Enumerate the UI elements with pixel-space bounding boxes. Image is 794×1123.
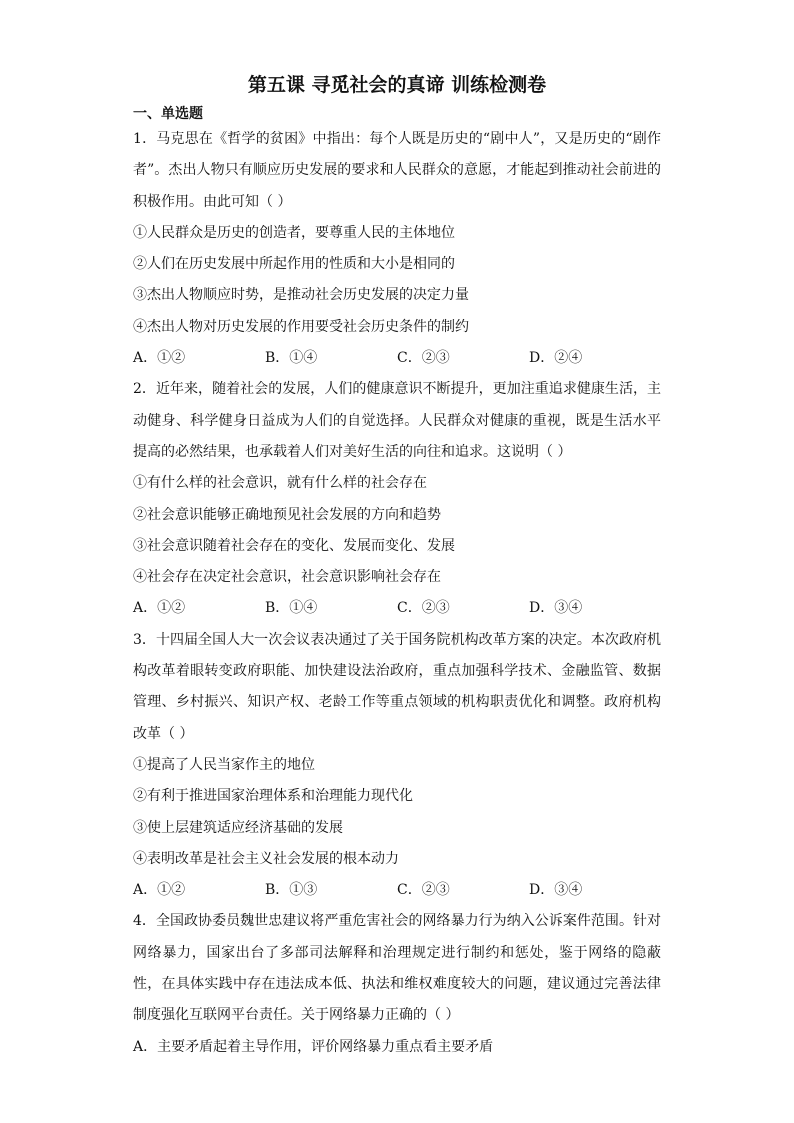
question-stem: 4．全国政协委员魏世忠建议将严重危害社会的网络暴力行为纳入公诉案件范围。针对网络暴力，国家出台了多部司法解释和治理规定进行制约和惩处，鉴于网络的隐蔽性，在具体实践中存在违法成本低、执法和维权难度较大的问题，建议通过完善法律制度强化互联网平台责任。关于网络暴力正确的（ ） <box>133 913 661 1024</box>
statement-item: ④社会存在决定社会意识，社会意识影响社会存在 <box>133 569 441 586</box>
page-title: 第五课 寻觅社会的真谛 训练检测卷 <box>247 74 547 96</box>
statement-item: ③杰出人物顺应时势，是推动社会历史发展的决定力量 <box>133 287 469 304</box>
question-stem: 3．十四届全国人大一次会议表决通过了关于国务院机构改革方案的决定。本次政府机构改革着眼转变政府职能、加快建设法治政府，重点加强科学技术、金融监管、数据管理、乡村振兴、知识产权、老龄工作等重点领域的机构职责优化和调整。政府机构改革（ ） <box>133 631 661 742</box>
question-stem: 1．马克思在《哲学的贫困》中指出：每个人既是历史的“剧中人”，又是历史的“剧作者”。杰出人物只有顺应历史发展的要求和人民群众的意愿，才能起到推动社会前进的积极作用。由此可知（ ） <box>133 131 661 210</box>
answer-option: C．②③ <box>397 882 450 899</box>
answer-options <box>133 343 661 374</box>
question-list <box>133 124 661 1063</box>
statement-item: ①人民群众是历史的创造者，要尊重人民的主体地位 <box>133 224 455 241</box>
statement-item: A．主要矛盾起着主导作用，评价网络暴力重点看主要矛盾 <box>133 1038 494 1055</box>
statement-item: ④表明改革是社会主义社会发展的根本动力 <box>133 850 399 867</box>
answer-option: B．①④ <box>265 350 318 367</box>
answer-option: D．②④ <box>529 350 583 367</box>
question-2 <box>133 374 661 624</box>
answer-option: C．②③ <box>397 600 450 617</box>
statement-item: ①提高了人民当家作主的地位 <box>133 756 315 773</box>
question-stem: 2．近年来，随着社会的发展，人们的健康意识不断提升，更加注重追求健康生活，主动健身、科学健身日益成为人们的自觉选择。人民群众对健康的重视，既是生活水平提高的必然结果，也承载着人们对美好生活的向往和追求。这说明（ ） <box>133 381 661 460</box>
answer-options <box>133 593 661 624</box>
statement-item: ①有什么样的社会意识，就有什么样的社会存在 <box>133 475 427 492</box>
answer-options <box>133 875 661 906</box>
answer-option: A．①② <box>133 350 186 367</box>
answer-option: D．③④ <box>529 600 583 617</box>
answer-option: D．③④ <box>529 882 583 899</box>
question-4 <box>133 906 661 1062</box>
question-1 <box>133 124 661 374</box>
answer-option: C．②③ <box>397 350 450 367</box>
statement-item: ②人们在历史发展中所起作用的性质和大小是相同的 <box>133 256 455 273</box>
answer-option: B．①④ <box>265 600 318 617</box>
answer-option: A．①② <box>133 600 186 617</box>
statement-item: ④杰出人物对历史发展的作用要受社会历史条件的制约 <box>133 318 469 335</box>
statement-item: ③社会意识随着社会存在的变化、发展而变化、发展 <box>133 537 455 554</box>
statement-item: ②有利于推进国家治理体系和治理能力现代化 <box>133 788 413 805</box>
answer-option: B．①③ <box>265 882 318 899</box>
statement-item: ②社会意识能够正确地预见社会发展的方向和趋势 <box>133 506 441 523</box>
section-heading: 一、单选题 <box>133 106 203 122</box>
statement-item: ③使上层建筑适应经济基础的发展 <box>133 819 343 836</box>
answer-option: A．①② <box>133 882 186 899</box>
question-3 <box>133 625 661 907</box>
